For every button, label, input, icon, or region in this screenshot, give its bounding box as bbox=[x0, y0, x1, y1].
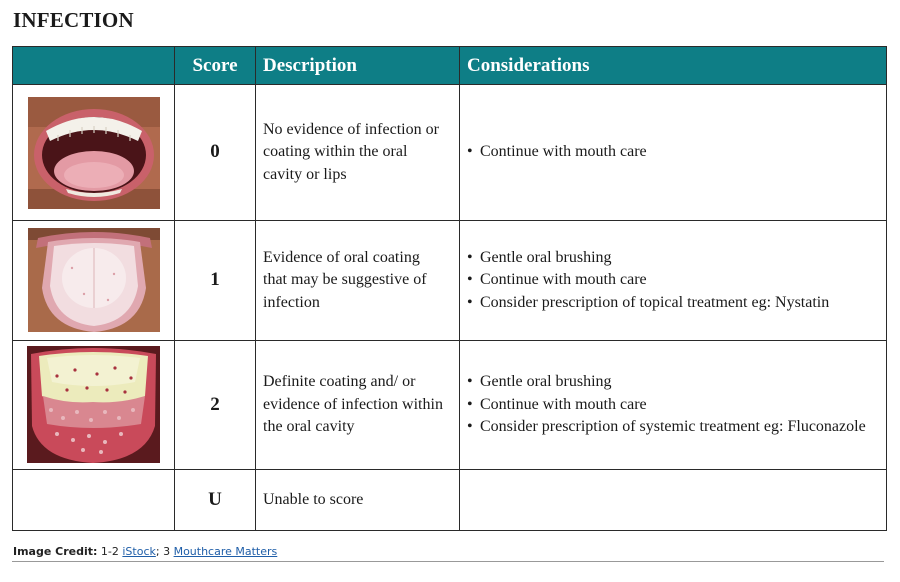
istock-link[interactable]: iStock bbox=[122, 545, 156, 558]
coated-tongue-photo bbox=[28, 228, 160, 332]
open-mouth-photo bbox=[28, 97, 160, 209]
consideration-item: • Continue with mouth care bbox=[467, 141, 879, 164]
mouthcare-matters-link[interactable]: Mouthcare Matters bbox=[173, 545, 278, 558]
consideration-item: • Continue with mouth care bbox=[467, 394, 879, 417]
image-credit-text-2: ; 3 bbox=[155, 545, 171, 558]
considerations-2 bbox=[460, 341, 887, 470]
image-cell bbox=[13, 341, 175, 470]
header-description: Description bbox=[256, 47, 460, 85]
description-2: Definite coating and/ or evidence of infection within the oral cavity bbox=[256, 341, 460, 470]
considerations-3 bbox=[460, 469, 887, 530]
considerations-0 bbox=[460, 85, 887, 221]
image-cell-empty bbox=[13, 469, 175, 530]
score-2: 2 bbox=[175, 341, 256, 470]
description-1: Evidence of oral coating that may be suggestive of infection bbox=[256, 220, 460, 341]
table-row bbox=[13, 469, 887, 530]
footer-divider bbox=[12, 561, 884, 562]
score-u: U bbox=[175, 469, 256, 530]
consideration-item: • Consider prescription of topical treatment eg: Nystatin bbox=[467, 292, 879, 315]
image-credit-label: Image Credit: bbox=[13, 545, 98, 558]
considerations-1 bbox=[460, 220, 887, 341]
image-credit-text-1: 1-2 bbox=[100, 545, 119, 558]
table-header-row bbox=[13, 47, 887, 85]
description-3: Unable to score bbox=[256, 469, 460, 530]
table-row bbox=[13, 220, 887, 341]
image-cell bbox=[13, 220, 175, 341]
consideration-item: • Gentle oral brushing bbox=[467, 247, 879, 270]
consideration-item: • Gentle oral brushing bbox=[467, 371, 879, 394]
table-row bbox=[13, 85, 887, 221]
image-cell bbox=[13, 85, 175, 221]
score-1: 1 bbox=[175, 220, 256, 341]
header-image bbox=[13, 47, 175, 85]
description-0: No evidence of infection or coating within the oral cavity or lips bbox=[256, 85, 460, 221]
score-0: 0 bbox=[175, 85, 256, 221]
header-considerations: Considerations bbox=[460, 47, 887, 85]
image-credit bbox=[13, 545, 277, 558]
table-row bbox=[13, 341, 887, 470]
page-title: INFECTION bbox=[13, 8, 134, 32]
header-score: Score bbox=[175, 47, 256, 85]
consideration-item: • Consider prescription of systemic treatment eg: Fluconazole bbox=[467, 416, 879, 439]
infection-score-table bbox=[12, 46, 887, 531]
consideration-item: • Continue with mouth care bbox=[467, 269, 879, 292]
infected-tongue-photo bbox=[27, 346, 160, 463]
